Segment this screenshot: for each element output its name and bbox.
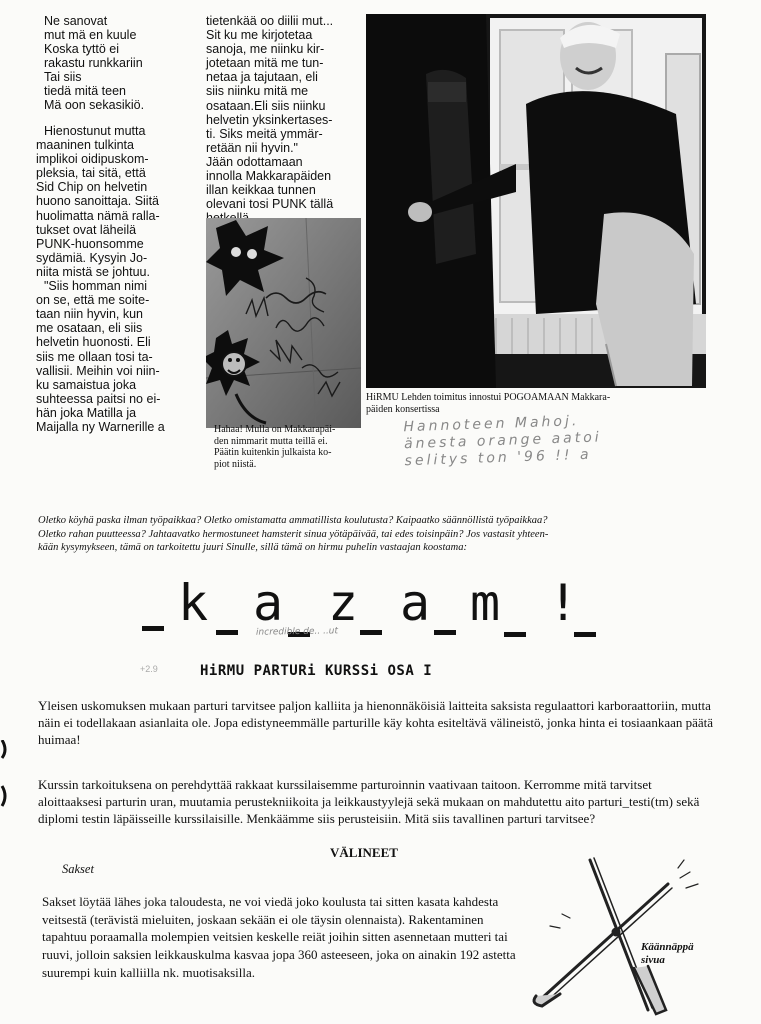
scissors-paragraph: Sakset löytää lähes joka taloudesta, ne voi viedä joko koulusta tai sitten kasata kahdesta veitsestä (terävistä mieluiten, joskaan sekään ei ole täysin olennaista). Rakentaminen tapahtuu poraamalla molempien veitsien keskelle reiät joihin sitten asennetaan mutteri tai ruuvi, jolloin saksien leikkauskulma kasvaa jopa 360 asteeseen, joka on ainakin 192 astetta suurempi kuin kalliilla nk. muotisaksilla. [42, 894, 516, 980]
logo-letter: a [253, 574, 284, 632]
logo-subscript: incredible de.. ..ut [255, 626, 339, 638]
ad-line: kään kysymykseen, tämä on tarkoitettu juuri Sinulle, sillä tämä on hirmu puhelin vastaajan koostama: [38, 542, 467, 553]
scan-edge-marks [0, 740, 10, 810]
wall-photo-caption: Hahaa! Mulla on Makkarapäi- den nimmarit mutta teillä ei. Päätin kuitenkin julkaista ko- piot niistä. [214, 424, 336, 470]
ad-paragraph [38, 514, 710, 555]
band-photo-caption: HiRMU Lehden toimitus innostui POGOAMAAN Makkara- päiden konsertissa [366, 392, 611, 415]
course-prefix: +2.9 [140, 664, 158, 674]
graffiti-wall-image [206, 218, 361, 428]
left-column-text [36, 124, 201, 434]
logo-letter: ! [548, 574, 579, 632]
band-member-image [366, 14, 706, 388]
kazam-logo [138, 568, 598, 648]
logo-letter: m [470, 574, 501, 632]
band-member-photo [366, 14, 706, 388]
logo-letter: z [328, 574, 359, 632]
logo-letter: k [178, 574, 209, 632]
scissors-sketch-icon [530, 848, 730, 1018]
left-paragraph-1: Hienostunut mutta maaninen tulkinta implikoi oidipuskom- pleksia, tai sitä, että Sid Chip on helvetin huono sanoittaja. Siitä huolimatta nämä ralla- tukset ovat läheilä PUNK-huonsomme sydämiä. Kysyin Jo- niita mistä se johtuu. [36, 124, 160, 279]
tools-heading: VÄLINEET [330, 845, 398, 860]
logo-letter: a [400, 574, 431, 632]
purpose-paragraph: Kurssin tarkoituksena on perehdyttää rakkaat kurssilaisemme parturoinnin vaativaan taitoon. Kerromme mitä tarvitset aloittaaksesi parturin uran, muutamia perustekniikoita ja leikkaustyylejä sekä mukaan on mahdutettu aito parturi_testi(tm) sekä diplomi testin läpäisseille kurssilaisille. Menkäämme siis perusteisiin. Mitä siis tavallinen parturi tarvitsee? [38, 777, 700, 826]
left-paragraph-2: "Siis homman nimi on se, että me soite- taan niin hyvin, kun me osataan, eli siis helvetin huonosti. Eli siis me ollaan tosi ta- vallisii. Meihin voi niin- ku samaistua joka suhteessa paitsi no ei- hän joka Matilla ja Maijalla ny Warnerille a [36, 279, 165, 434]
ad-line: Oletko köyhä paska ilman työpaikkaa? Oletko omistamatta ammatillista koulutusta? Kaipaatko säännöllistä työpaikkaa? [38, 515, 548, 526]
intro-paragraph: Yleisen uskomuksen mukaan parturi tarvitsee paljon kalliita ja hienonnäköisiä laitteita saksista regulaattori karboraattoriin, mutta näin ei todellakaan asianlaita ole. Jopa edistyneemmälle parturille käy kohta esiteltävä välineistö, jonka hinta ei tosiaankaan päätä huimaa! [38, 698, 714, 747]
course-title: HiRMU PARTURi KURSSi OSA I [200, 663, 433, 679]
poem-text: Ne sanovat mut mä en kuule Koska tyttö ei rakastu runkkariin Tai siis tiedä mitä teen Mä oon sekasikiö. [44, 14, 145, 112]
ad-line: Oletko rahan puutteessa? Jahtaavatko hermostuneet hamsterit sinua yötäpäivää, tai edes toisinpäin? Jos vastasit yhteen- [38, 528, 549, 540]
turn-page-note: Käännäppä sivua [641, 941, 694, 966]
scissors-heading: Sakset [62, 862, 94, 876]
handwritten-note: Hannoteen Mahoj. änesta orange aatoi selitys ton '96 !! a [403, 413, 602, 470]
graffiti-wall-photo [206, 218, 361, 428]
middle-column-text: tietenkää oo diilii mut... Sit ku me kirjotetaa sanoja, me niinku kir- jotetaan mitä me tun- netaa ja tajutaan, eli siis niinku mitä me osataan.Eli siis niinku helvetin yksinkertases- ti. Siks meitä ymmär- retään nii hyvin." Jään odottamaan innolla Makkarapäiden illan keikkaa tunnen olevani tosi PUNK tällä [206, 14, 334, 212]
